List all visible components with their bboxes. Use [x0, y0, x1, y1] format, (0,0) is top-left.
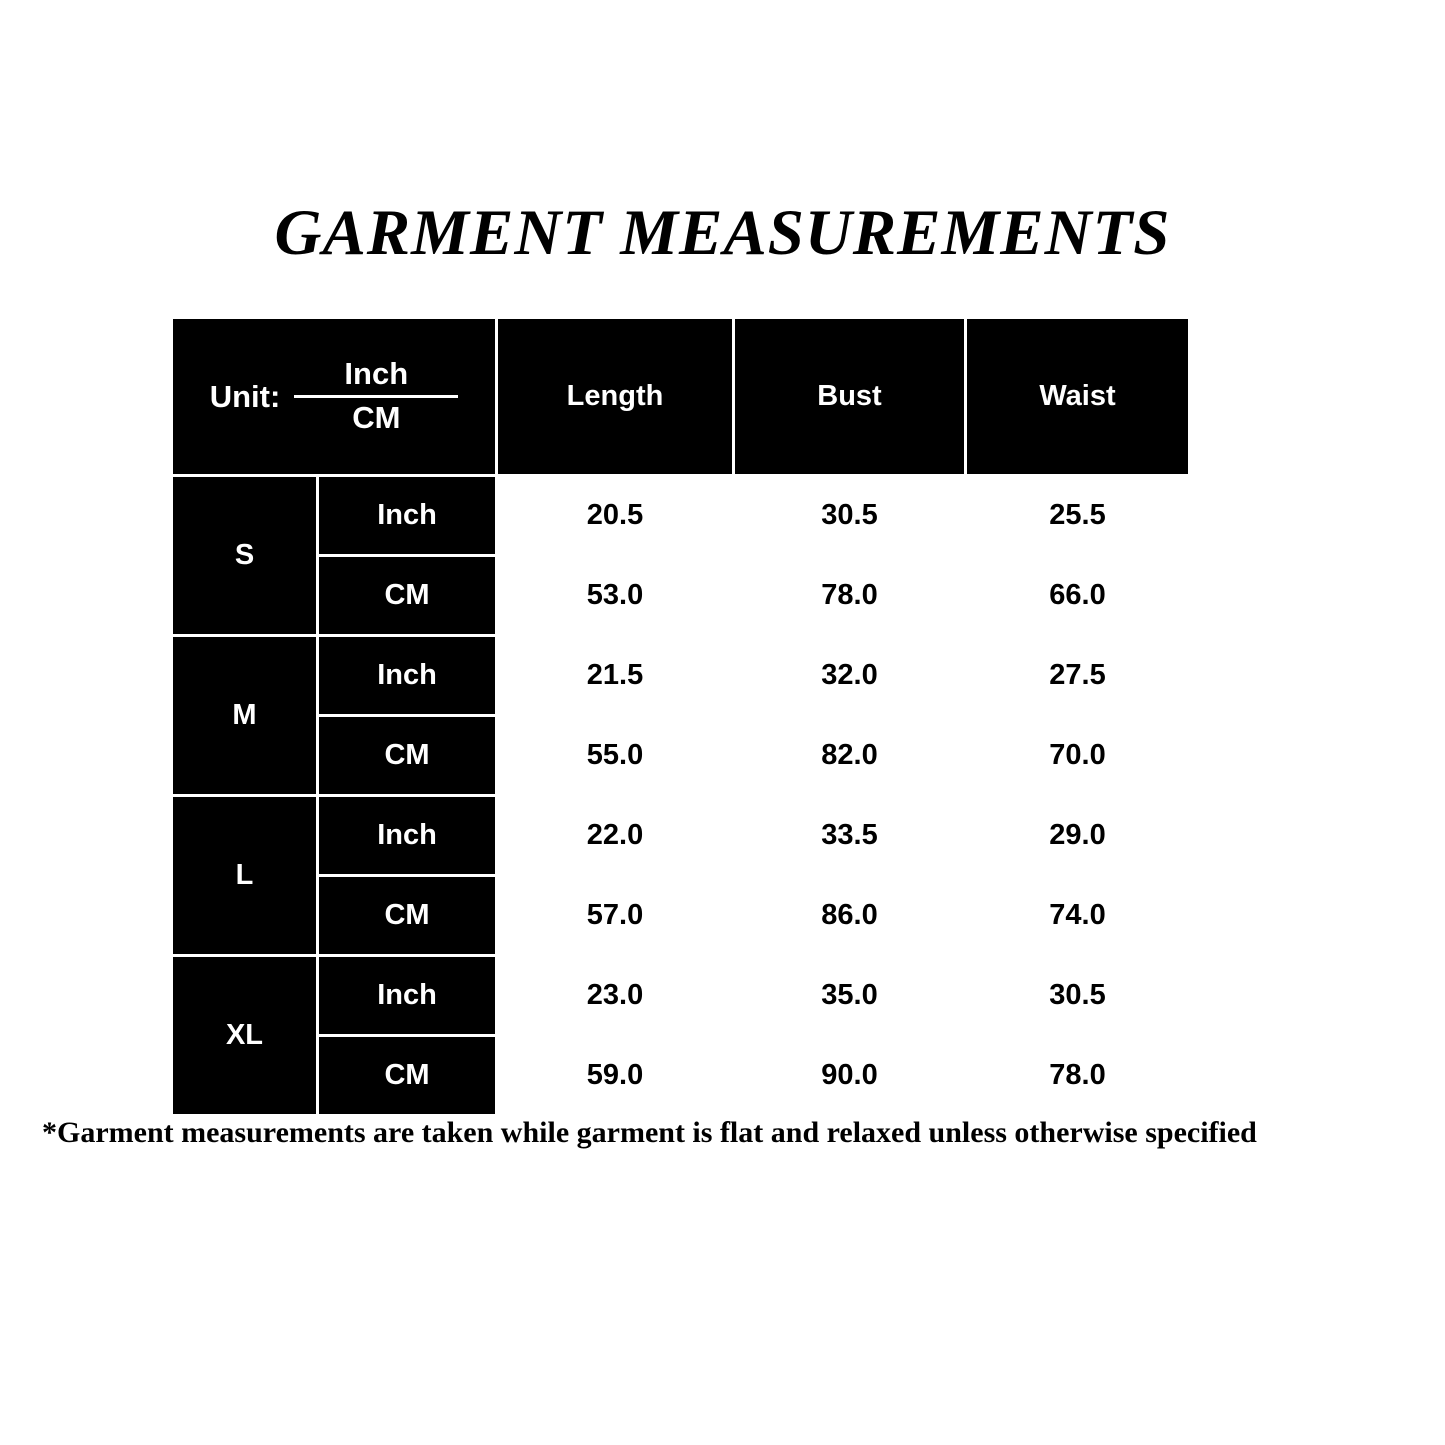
unit-numerator: Inch [344, 356, 409, 392]
value-l-cm-bust: 86.0 [734, 876, 966, 956]
value-s-inch-waist: 25.5 [966, 476, 1190, 556]
table-row [172, 556, 1190, 636]
value-m-cm-waist: 70.0 [966, 716, 1190, 796]
table-row [172, 636, 1190, 716]
footnote: *Garment measurements are taken while garment is flat and relaxed unless otherwise specified [42, 1116, 1257, 1149]
value-m-inch-waist: 27.5 [966, 636, 1190, 716]
unit-cell-m-cm: CM [318, 716, 497, 796]
value-m-inch-bust: 32.0 [734, 636, 966, 716]
value-s-inch-bust: 30.5 [734, 476, 966, 556]
size-label-xl: XL [172, 956, 318, 1116]
value-xl-cm-bust: 90.0 [734, 1036, 966, 1116]
table-row [172, 716, 1190, 796]
table-header-row [172, 318, 1190, 476]
value-l-inch-length: 22.0 [497, 796, 734, 876]
unit-cell-m-inch: Inch [318, 636, 497, 716]
value-xl-inch-waist: 30.5 [966, 956, 1190, 1036]
size-label-s: S [172, 476, 318, 636]
table-row [172, 1036, 1190, 1116]
table-row [172, 796, 1190, 876]
measurements-table-container [170, 316, 1188, 1117]
unit-cell-xl-cm: CM [318, 1036, 497, 1116]
page-title: GARMENT MEASUREMENTS [274, 197, 1171, 269]
unit-cell-s-inch: Inch [318, 476, 497, 556]
size-label-l: L [172, 796, 318, 956]
value-xl-cm-length: 59.0 [497, 1036, 734, 1116]
value-m-cm-length: 55.0 [497, 716, 734, 796]
value-xl-cm-waist: 78.0 [966, 1036, 1190, 1116]
unit-fraction [294, 357, 458, 435]
value-s-cm-waist: 66.0 [966, 556, 1190, 636]
table-row [172, 876, 1190, 956]
unit-cell-xl-inch: Inch [318, 956, 497, 1036]
value-s-cm-bust: 78.0 [734, 556, 966, 636]
table-row [172, 956, 1190, 1036]
unit-label: Unit: [209, 378, 281, 414]
unit-cell-l-cm: CM [318, 876, 497, 956]
column-header-length: Length [497, 318, 734, 476]
size-label-m: M [172, 636, 318, 796]
value-m-cm-bust: 82.0 [734, 716, 966, 796]
value-xl-inch-length: 23.0 [497, 956, 734, 1036]
value-xl-inch-bust: 35.0 [734, 956, 966, 1036]
unit-denominator: CM [352, 400, 401, 435]
value-m-inch-length: 21.5 [497, 636, 734, 716]
value-s-cm-length: 53.0 [497, 556, 734, 636]
column-header-bust: Bust [734, 318, 966, 476]
measurements-table [170, 316, 1191, 1117]
value-l-cm-length: 57.0 [497, 876, 734, 956]
value-l-inch-bust: 33.5 [734, 796, 966, 876]
unit-cell-s-cm: CM [318, 556, 497, 636]
column-header-waist: Waist [966, 318, 1190, 476]
unit-cell-l-inch: Inch [318, 796, 497, 876]
unit-header-cell [172, 318, 497, 476]
table-row [172, 476, 1190, 556]
value-s-inch-length: 20.5 [497, 476, 734, 556]
value-l-cm-waist: 74.0 [966, 876, 1190, 956]
value-l-inch-waist: 29.0 [966, 796, 1190, 876]
